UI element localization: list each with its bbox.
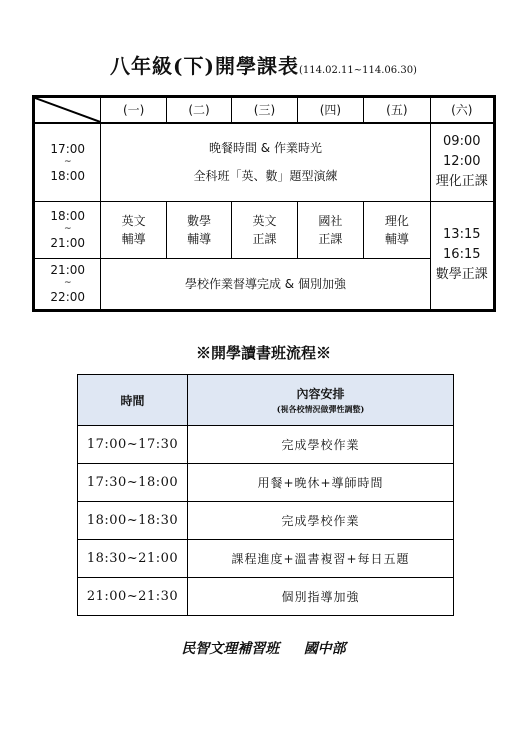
flow-header-note: (視各校情況做彈性調整) <box>276 404 365 414</box>
time-cell-1800 <box>34 201 101 258</box>
flow-time: 17:30~18:00 <box>78 464 188 502</box>
time-cell-1700 <box>34 123 101 201</box>
day-header-sat: (六) <box>430 97 494 124</box>
day-header-wed: (三) <box>232 97 297 124</box>
flow-time: 17:00~17:30 <box>78 426 188 464</box>
footer <box>0 638 527 658</box>
flow-content: 完成學校作業 <box>188 426 454 464</box>
time-start: 18:00 <box>50 209 86 223</box>
class-type: 輔導 <box>121 231 146 246</box>
time-start: 17:00 <box>50 141 86 156</box>
class-subject: 理化 <box>384 213 409 228</box>
flow-row <box>78 426 454 464</box>
practice-text: 全科班「英、數」題型演練 <box>193 169 338 184</box>
sat-morning-end: 12:00 <box>443 154 481 170</box>
flow-content: 個別指導加強 <box>188 578 454 616</box>
flow-header-row <box>78 375 454 426</box>
flow-header-content-label: 內容安排 <box>296 387 345 401</box>
class-type: 正課 <box>318 231 343 246</box>
class-subject: 國社 <box>318 213 343 228</box>
sat-afternoon-end: 16:15 <box>443 247 481 262</box>
time-end: 21:00 <box>50 236 86 250</box>
day-header-fri: (五) <box>364 97 430 124</box>
dinner-homework-text: 晚餐時間 & 作業時光 <box>208 141 322 156</box>
schedule-header-row <box>34 97 495 124</box>
flow-header-time: 時間 <box>78 375 188 426</box>
class-cell-mon <box>101 201 166 258</box>
diagonal-line <box>35 98 100 122</box>
schedule-row-2100 <box>34 258 495 310</box>
schedule-row-1800 <box>34 201 495 258</box>
flow-header-content <box>188 375 454 426</box>
class-type: 正課 <box>252 231 277 246</box>
time-end: 18:00 <box>50 168 86 183</box>
schedule-row-1700 <box>34 123 495 201</box>
title-date-range: (114.02.11~114.06.30) <box>298 65 417 76</box>
flow-title: ※開學讀書班流程※ <box>195 344 331 362</box>
class-cell-fri <box>364 201 430 258</box>
class-subject: 英文 <box>121 213 146 228</box>
flow-time: 21:00~21:30 <box>78 578 188 616</box>
school-name: 民智文理補習班 <box>181 641 280 657</box>
day-header-thu: (四) <box>297 97 363 124</box>
saturday-afternoon-cell <box>430 201 494 310</box>
time-start: 21:00 <box>50 263 86 277</box>
diagonal-corner-cell <box>34 97 101 124</box>
flow-row <box>78 464 454 502</box>
class-subject: 數學 <box>187 213 212 228</box>
time-tilde: ~ <box>63 156 72 167</box>
time-cell-2100 <box>34 258 101 310</box>
sat-afternoon-class: 數學正課 <box>435 267 488 282</box>
class-cell-wed <box>232 201 297 258</box>
flow-row <box>78 502 454 540</box>
department-name: 國中部 <box>303 641 346 657</box>
time-end: 22:00 <box>50 290 86 304</box>
class-type: 輔導 <box>384 231 409 246</box>
flow-content: 用餐+晚休+導師時間 <box>188 464 454 502</box>
time-tilde: ~ <box>63 224 72 234</box>
flow-row <box>78 540 454 578</box>
sat-afternoon-start: 13:15 <box>443 227 481 242</box>
homework-supervision-cell: 學校作業督導完成 & 個別加強 <box>101 258 430 310</box>
class-cell-thu <box>297 201 363 258</box>
title-main: 八年級(下)開學課表 <box>110 54 299 78</box>
sat-morning-class: 理化正課 <box>435 174 488 190</box>
day-header-tue: (二) <box>166 97 231 124</box>
day-header-mon: (一) <box>101 97 166 124</box>
flow-content: 完成學校作業 <box>188 502 454 540</box>
sat-morning-start: 09:00 <box>443 134 481 150</box>
saturday-morning-cell <box>430 123 494 201</box>
page-title <box>0 50 527 79</box>
study-flow-table <box>77 374 454 616</box>
class-subject: 英文 <box>252 213 277 228</box>
class-cell-tue <box>166 201 231 258</box>
weekly-schedule-table <box>32 95 496 312</box>
flow-content: 課程進度+溫書複習+每日五題 <box>188 540 454 578</box>
flow-time: 18:30~21:00 <box>78 540 188 578</box>
class-type: 輔導 <box>187 231 212 246</box>
flow-time: 18:00~18:30 <box>78 502 188 540</box>
flow-row <box>78 578 454 616</box>
time-tilde: ~ <box>63 278 72 288</box>
weekday-evening-cell <box>101 123 430 201</box>
